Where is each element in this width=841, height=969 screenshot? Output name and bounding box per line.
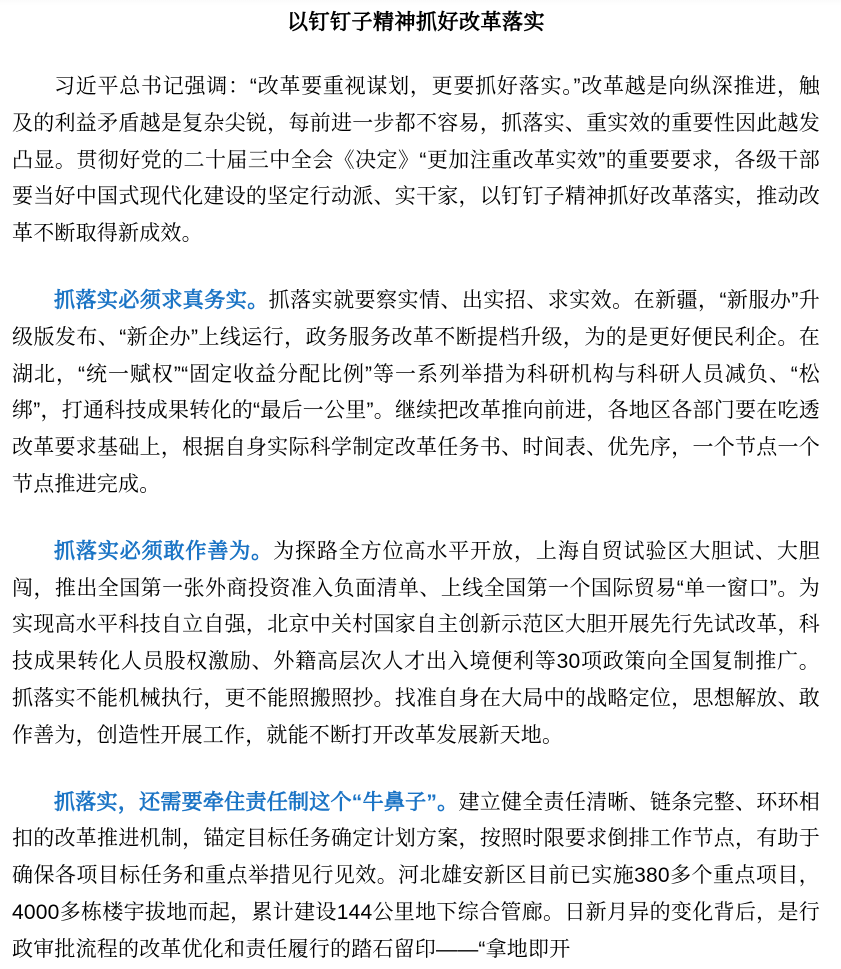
article-body bbox=[12, 69, 820, 969]
paragraph-text: 抓落实就要察实情、出实招、求实效。在新疆，“新服办”升级版发布、“新企办”上线运行，政务服务改革不断提档升级，为的是更好便民利企。在湖北，“统一赋权”“固定收益分配比例”等一系列举措为科研机构与科研人员减负、“松绑”，打通科技成果转化的“最后一公里”。继续把改革推向前进，各地区各部门要在吃透改革要求基础上，根据自身实际科学制定改革任务书、时间表、优先序，一个节点一个节点推进完成。 bbox=[12, 288, 820, 496]
paragraph-text: 建立健全责任清晰、链条完整、环环相扣的改革推进机制，锚定目标任务确定计划方案，按照时限要求倒排工作节点，有助于确保各项目标任务和重点举措见行见效。河北雄安新区目前已实施380多个重点项目，4000多栋楼宇拔地而起，累计建设144公里地下综合管廊。日新月异的变化背后，是行政审批流程的改革优化和责任履行的踏石留印——“拿地即开 bbox=[12, 790, 821, 961]
article-paragraph bbox=[12, 534, 820, 755]
article-title: 以钉钉子精神抓好改革落实 bbox=[287, 11, 545, 34]
paragraph-text: 习近平总书记强调：“改革要重视谋划，更要抓好落实。”改革越是向纵深推进，触及的利益矛盾越是复杂尖锐，每前进一步都不容易，抓落实、重实效的重要性因此越发凸显。贯彻好党的二十届三中全会《决定》“更加注重改革实效”的重要要求，各级干部要当好中国式现代化建设的坚定行动派、实干家，以钉钉子精神抓好改革落实，推动改革不断取得新成效。 bbox=[12, 75, 820, 246]
paragraph-text: 为探路全方位高水平开放，上海自贸试验区大胆试、大胆闯，推出全国第一张外商投资准入负面清单、上线全国第一个国际贸易“单一窗口”。为实现高水平科技自立自强，北京中关村国家自主创新示范区大胆开展先行先试改革，科技成果转化人员股权激励、外籍高层次人才出入境便利等30项政策向全国复制推广。抓落实不能机械执行，更不能照搬照抄。找准自身在大局中的战略定位，思想解放、敢作善为，创造性开展工作，就能不断打开改革发展新天地。 bbox=[12, 539, 821, 747]
paragraph-lead-emphasis: 抓落实必须敢作善为。 bbox=[54, 539, 274, 563]
article-document bbox=[0, 6, 841, 969]
article-paragraph bbox=[12, 69, 820, 253]
article-paragraph bbox=[12, 785, 820, 969]
paragraph-lead-emphasis: 抓落实，还需要牵住责任制这个“牛鼻子”。 bbox=[54, 790, 459, 814]
article-paragraph bbox=[12, 283, 820, 504]
paragraph-lead-emphasis: 抓落实必须求真务实。 bbox=[54, 288, 269, 312]
